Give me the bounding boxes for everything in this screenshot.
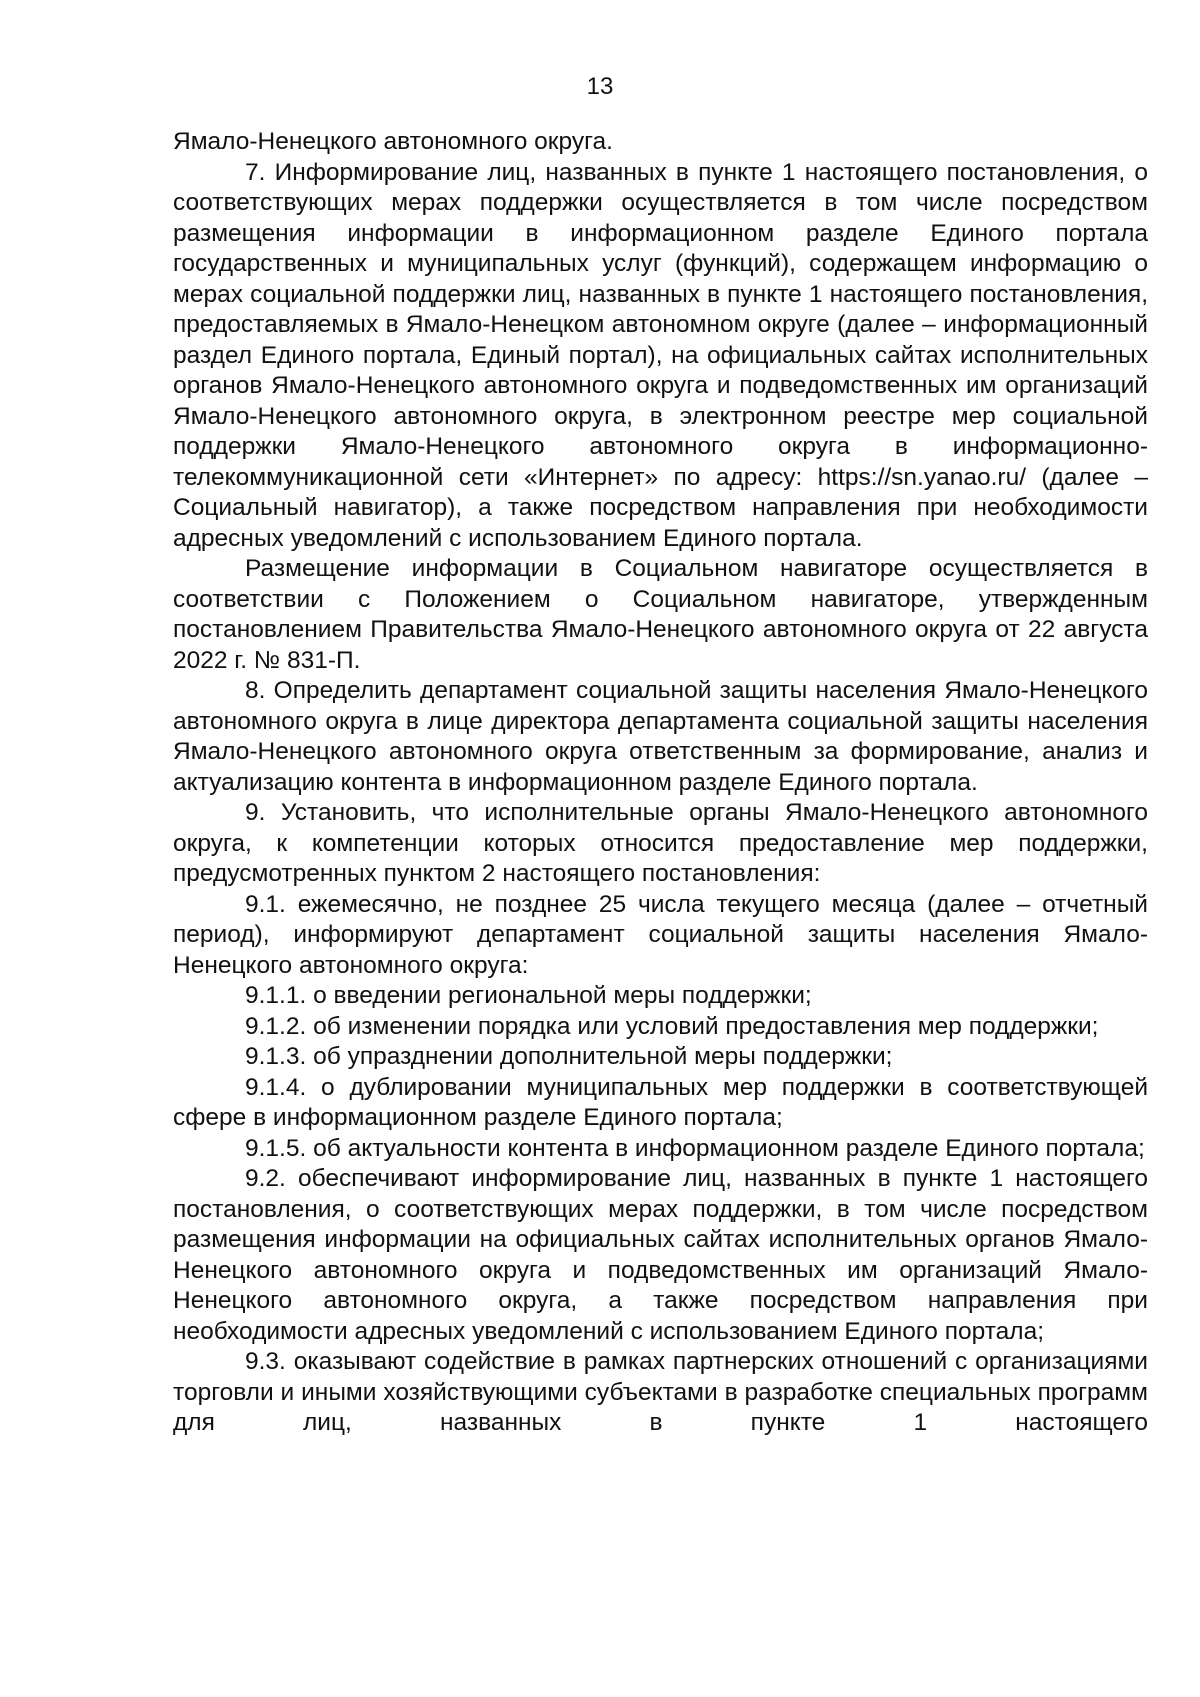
- paragraph: 9. Установить, что исполнительные органы Ямало-Ненецкого автономного округа, к компетенции которых относится предоставление мер поддержки, предусмотренных пунктом 2 настоящего постановления:: [173, 799, 1148, 887]
- paragraph: 9.1. ежемесячно, не позднее 25 числа текущего месяца (далее – отчетный период), информируют департамент социальной защиты населения Ямало-Ненецкого автономного округа:: [173, 890, 1148, 979]
- paragraph: Размещение информации в Социальном навигаторе осуществляется в соответствии с Положением о Социальном навигаторе, утвержденным постановлением Правительства Ямало-Ненецкого автономного округа от 22 августа 2022 г. № 831-П.: [173, 555, 1148, 674]
- paragraph: 9.1.1. о введении региональной меры поддержки;: [245, 982, 812, 1009]
- paragraph: 9.1.3. об упразднении дополнительной меры поддержки;: [245, 1043, 893, 1070]
- paragraph: 9.1.2. об изменении порядка или условий предоставления мер поддержки;: [245, 1012, 1099, 1040]
- paragraph: Ямало-Ненецкого автономного округа.: [173, 128, 613, 155]
- page-number: 13: [586, 73, 614, 100]
- paragraph: 9.2. обеспечивают информирование лиц, названных в пункте 1 настоящего постановления, о соответствующих мерах поддержки, в том числе посредством размещения информации на официальных сайтах исполнительных органов Ямало-Ненецкого автономного округа и подведомственных им организаций Ямало-Ненецкого автономного округа, а также посредством направления при необходимости адресных уведомлений с использованием Единого портала;: [173, 1165, 1148, 1345]
- paragraph: 9.3. оказывают содействие в рамках партнерских отношений с организациями торговли и иными хозяйствующими субъектами в разработке специальных программ для лиц, названных в пункте 1 настоящего: [173, 1348, 1148, 1436]
- paragraph: 7. Информирование лиц, названных в пункте 1 настоящего постановления, о соответствующих мерах поддержки осуществляется в том числе посредством размещения информации в информационном разделе Единого портала государственных и муниципальных услуг (функций), содержащем информацию о мерах социальной поддержки лиц, названных в пункте 1 настоящего постановления, предоставляемых в Ямало-Ненецком автономном округе (далее – информационный раздел Единого портала, Единый портал), на официальных сайтах исполнительных органов Ямало-Ненецкого автономного округа и подведомственных им организаций Ямало-Ненецкого автономного округа, в электронном реестре мер социальной поддержки Ямало-Ненецкого автономного округа в информационно-телекоммуникационной сети «Интернет» по адресу: https://sn.yanao.ru/ (далее – Социальный навигатор), а также посредством направления при необходимости адресных уведомлений с использованием Единого портала.: [173, 158, 1148, 552]
- paragraph: 9.1.5. об актуальности контента в информационном разделе Единого портала;: [245, 1134, 1145, 1162]
- paragraph: 8. Определить департамент социальной защиты населения Ямало-Ненецкого автономного округа в лице директора департамента социальной защиты населения Ямало-Ненецкого автономного округа ответственным за формирование, анализ и актуализацию контента в информационном разделе Единого портала.: [173, 677, 1148, 796]
- document-body: [173, 127, 1148, 1439]
- paragraph: 9.1.4. о дублировании муниципальных мер поддержки в соответствующей сфере в информационном разделе Единого портала;: [173, 1073, 1148, 1131]
